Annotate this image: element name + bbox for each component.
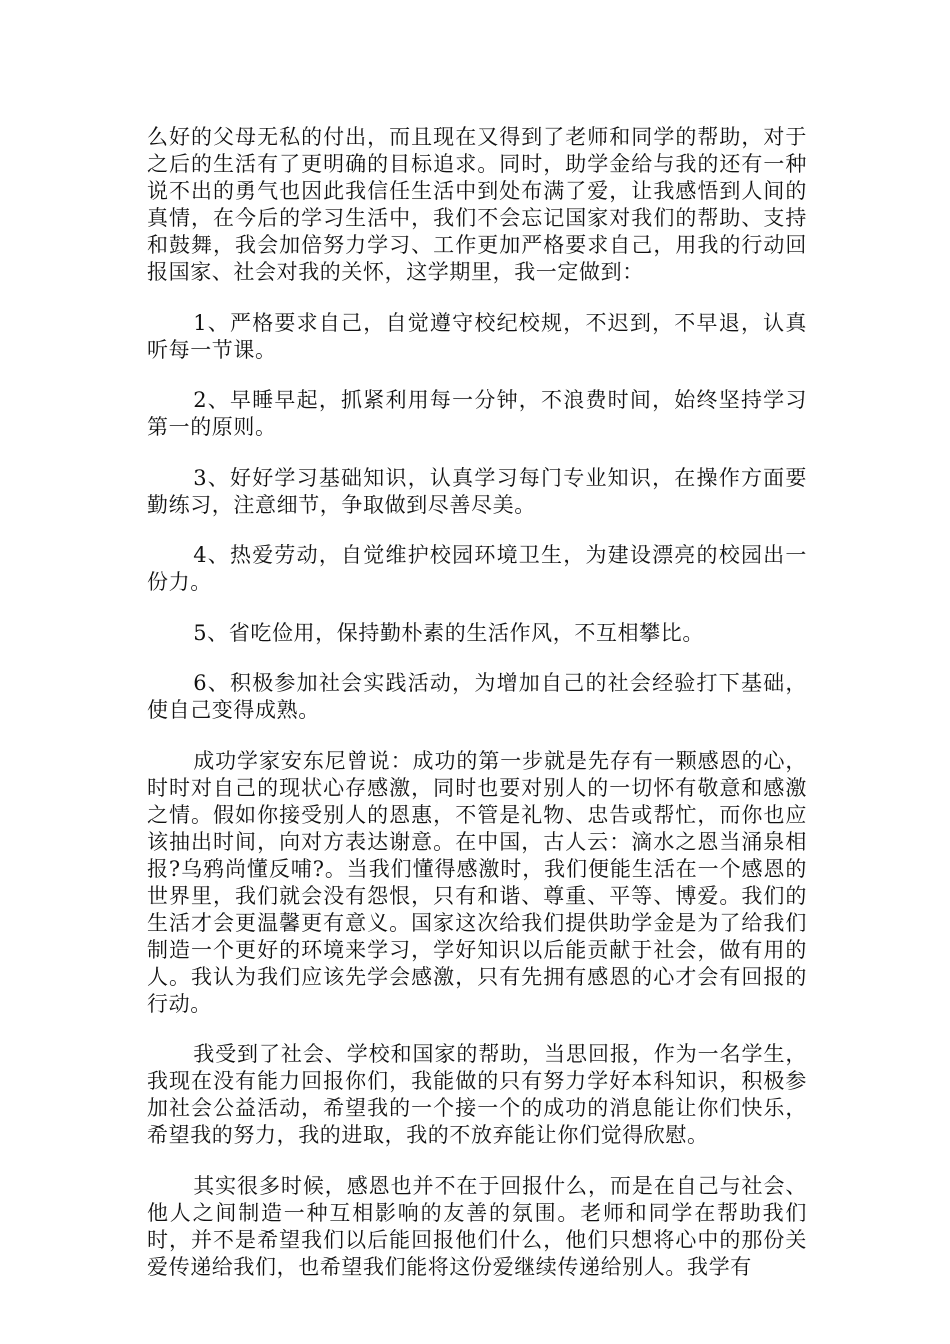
document-body (147, 124, 807, 1304)
paragraph-gratitude-quote: 成功学家安东尼曾说：成功的第一步就是先存有一颗感恩的心，时时对自己的现状心存感激，同时也要对别人的一切怀有敬意和感激之情。假如你接受别人的恩惠，不管是礼物、忠告或帮忙，而你也应该抽出时间，向对方表达谢意。在中国，古人云：滴水之恩当涌泉相报?乌鸦尚懂反哺?。当我们懂得感激时，我们便能生活在一个感恩的世界里，我们就会没有怨恨，只有和谐、尊重、平等、博爱。我们的生活才会更温馨更有意义。国家这次给我们提供助学金是为了给我们制造一个更好的环境来学习，学好知识以后能贡献于社会，做有用的人。我认为我们应该先学会感激，只有先拥有感恩的心才会有回报的行动。 (147, 748, 807, 1016)
paragraph-repay-help: 我受到了社会、学校和国家的帮助，当思回报，作为一名学生，我现在没有能力回报你们，我能做的只有努力学好本科知识，积极参加社会公益活动，希望我的一个接一个的成功的消息能让你们快乐，希望我的努力，我的进取，我的不放弃能让你们觉得欣慰。 (147, 1042, 807, 1147)
paragraph-intro-continued: 么好的父母无私的付出，而且现在又得到了老师和同学的帮助，对于之后的生活有了更明确的目标追求。同时，助学金给与我的还有一种说不出的勇气也因此我信任生活中到处布满了爱，让我感悟到人间的真情，在今后的学习生活中，我们不会忘记国家对我们的帮助、支持和鼓舞，我会加倍努力学习、工作更加严格要求自己，用我的行动回报国家、社会对我的关怀，这学期里，我一定做到： (147, 125, 807, 284)
paragraph-item-6: 6、积极参加社会实践活动，为增加自己的社会经验打下基础，使自己变得成熟。 (147, 671, 807, 722)
paragraph-item-4: 4、热爱劳动，自觉维护校园环境卫生，为建设漂亮的校园出一份力。 (147, 543, 807, 594)
paragraph-gratitude-atmosphere: 其实很多时候，感恩也并不在于回报什么，而是在自己与社会、他人之间制造一种互相影响的友善的氛围。老师和同学在帮助我们时，并不是希望我们以后能回报他们什么，他们只想将心中的那份关爱传递给我们，也希望我们能将这份爱继续传递给别人。我学有 (147, 1173, 807, 1279)
paragraph-item-1: 1、严格要求自己，自觉遵守校纪校规，不迟到，不早退，认真听每一节课。 (147, 310, 807, 362)
paragraph-item-2: 2、早睡早起，抓紧利用每一分钟，不浪费时间，始终坚持学习第一的原则。 (147, 388, 807, 439)
paragraph-item-5: 5、省吃俭用，保持勤朴素的生活作风，不互相攀比。 (193, 620, 704, 645)
paragraph-item-3: 3、好好学习基础知识，认真学习每门专业知识，在操作方面要勤练习，注意细节，争取做到尽善尽美。 (147, 465, 807, 517)
